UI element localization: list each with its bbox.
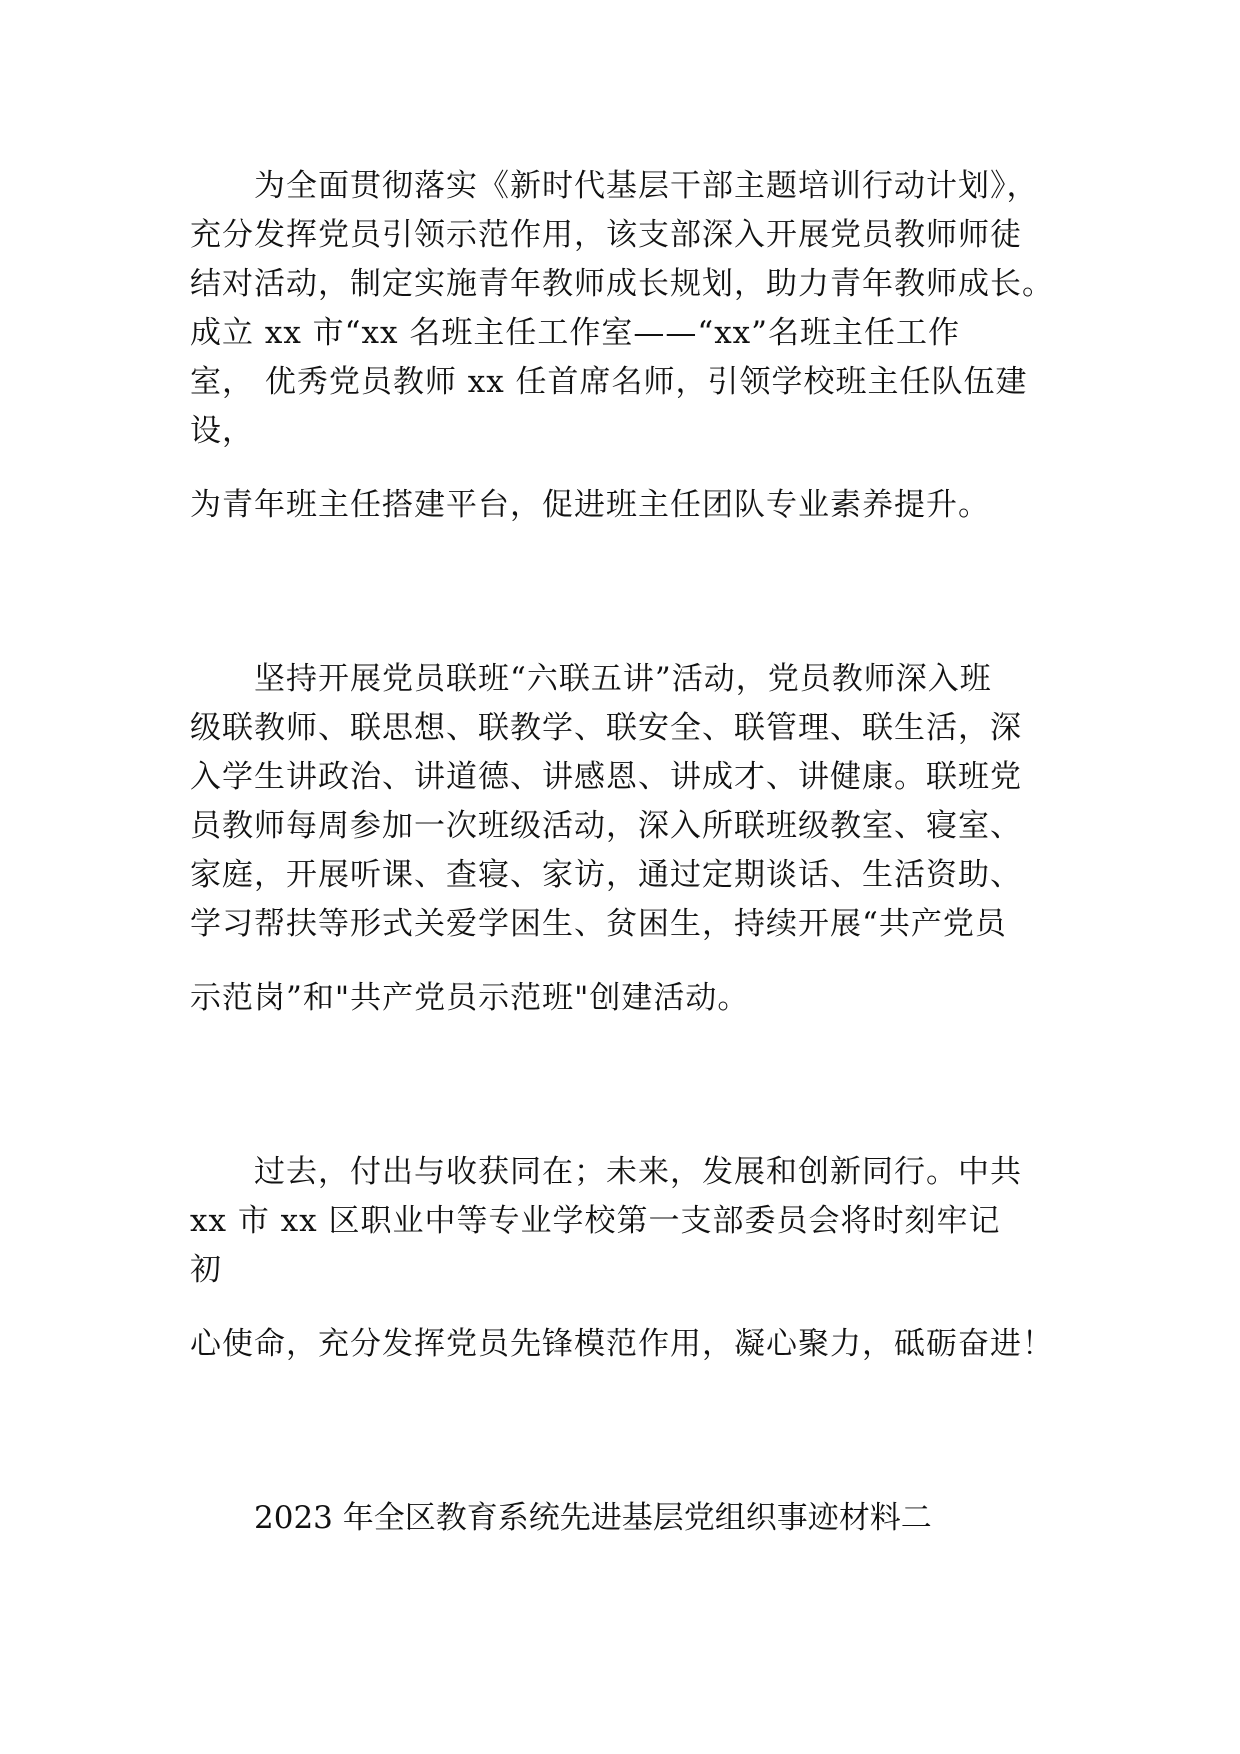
paragraph-line: 过去，付出与收获同在；未来，发展和创新同行。中共 [254,1154,1022,1190]
paragraph-line: 入学生讲政治、讲道德、讲感恩、讲成才、讲健康。联班党 [190,759,1022,795]
paragraph-line: 设， [190,413,254,449]
paragraph-line: 室， 优秀党员教师 xx 任首席名师，引领学校班主任队伍建 [190,364,1028,400]
paragraph-line: 家庭，开展听课、查寝、家访，通过定期谈话、生活资助、 [190,857,1022,893]
paragraph-line: 学习帮扶等形式关爱学困生、贫困生，持续开展“共产党员 [190,906,1007,942]
paragraph-line: xx 市 xx 区职业中等专业学校第一支部委员会将时刻牢记 [190,1203,1001,1239]
paragraph-line: 级联教师、联思想、联教学、联安全、联管理、联生活，深 [190,710,1022,746]
paragraph-line: 为全面贯彻落实《新时代基层干部主题培训行动计划》， [254,168,1039,204]
paragraph-line: 坚持开展党员联班“六联五讲”活动，党员教师深入班 [254,661,992,697]
paragraph-line: 初 [190,1252,222,1288]
paragraph-line: 示范岗”和"共产党员示范班"创建活动。 [190,980,750,1016]
paragraph-line: 成立 xx 市“xx 名班主任工作室——“xx”名班主任工作 [190,315,961,351]
paragraph-line: 结对活动，制定实施青年教师成长规划，助力青年教师成长。 [190,266,1054,302]
paragraph-line: 为青年班主任搭建平台，促进班主任团队专业素养提升。 [190,487,990,523]
paragraph-line: 心使命，充分发挥党员先锋模范作用，凝心聚力，砥砺奋进！ [190,1326,1054,1362]
paragraph-line: 员教师每周参加一次班级活动，深入所联班级教室、寝室、 [190,808,1022,844]
paragraph-line: 充分发挥党员引领示范作用，该支部深入开展党员教师师徒 [190,217,1022,253]
document-heading: 2023 年全区教育系统先进基层党组织事迹材料二 [254,1500,932,1536]
